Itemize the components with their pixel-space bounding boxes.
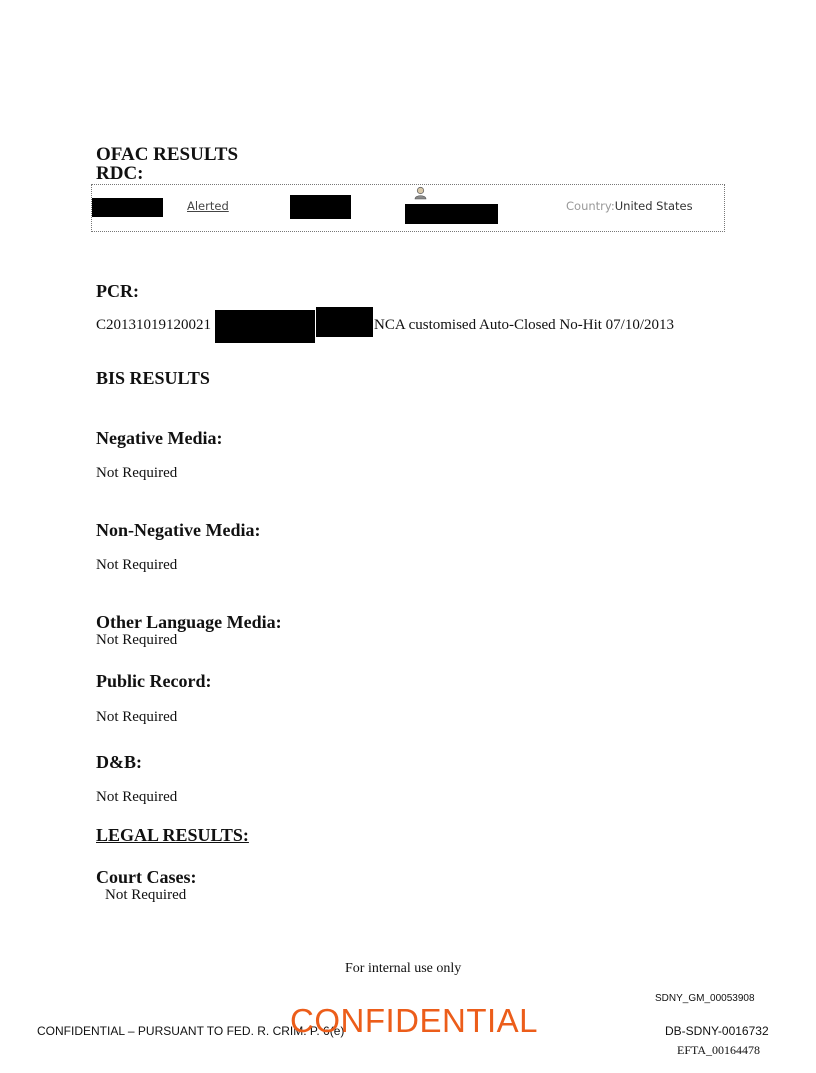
court-cases-value: Not Required — [105, 887, 187, 903]
redaction-block — [290, 195, 351, 219]
pcr-case-id: C20131019120021 — [96, 317, 212, 333]
redaction-block — [316, 307, 373, 337]
negative-media-heading: Negative Media: — [96, 428, 223, 448]
rdc-label: RDC: — [96, 163, 144, 184]
redaction-block — [215, 310, 315, 343]
other-language-media-value: Not Required — [96, 632, 178, 648]
ofac-results-heading: OFAC RESULTS — [96, 144, 239, 165]
other-language-media-heading: Other Language Media: — [96, 612, 282, 632]
public-record-value: Not Required — [96, 709, 178, 725]
bis-results-heading: BIS RESULTS — [96, 368, 210, 388]
internal-use-note: For internal use only — [345, 961, 462, 976]
negative-media-value: Not Required — [96, 465, 178, 481]
person-icon — [414, 186, 427, 205]
pcr-label: PCR: — [96, 281, 139, 301]
legal-results-heading: LEGAL RESULTS: — [96, 825, 249, 845]
confidential-notice: CONFIDENTIAL – PURSUANT TO FED. R. CRIM. P. 6(e) — [37, 1024, 345, 1038]
court-cases-heading: Court Cases: — [96, 867, 197, 887]
bates-sdny-gm: SDNY_GM_00053908 — [655, 993, 755, 1004]
bates-db-sdny: DB-SDNY-0016732 — [665, 1024, 769, 1038]
redaction-block — [405, 204, 498, 224]
pcr-description: NCA customised Auto-Closed No-Hit 07/10/2013 — [374, 317, 674, 333]
country-field — [566, 199, 693, 213]
dnb-heading: D&B: — [96, 752, 142, 772]
public-record-heading: Public Record: — [96, 671, 212, 691]
non-negative-media-value: Not Required — [96, 557, 178, 573]
confidential-stamp: CONFIDENTIAL — [290, 1002, 539, 1039]
country-value: United States — [614, 199, 693, 213]
bates-efta: EFTA_00164478 — [677, 1043, 761, 1057]
dnb-value: Not Required — [96, 789, 178, 805]
alerted-link[interactable]: Alerted — [187, 199, 229, 213]
redaction-block — [92, 198, 163, 217]
country-label: Country: — [566, 199, 615, 213]
non-negative-media-heading: Non-Negative Media: — [96, 520, 261, 540]
